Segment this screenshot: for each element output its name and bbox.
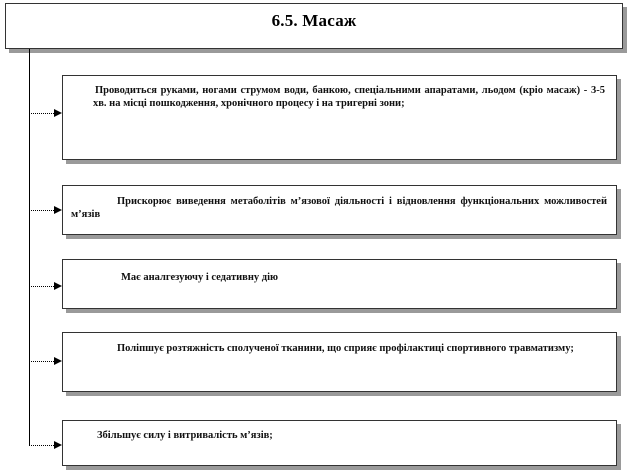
item-text-2: Прискорює виведення метаболітів м’язової діяльності і відновлення функціональних можливостей м’язів bbox=[71, 196, 607, 220]
arrow-icon bbox=[54, 282, 62, 290]
connector-line-2 bbox=[29, 210, 54, 211]
arrow-icon bbox=[54, 357, 62, 365]
item-box-5 bbox=[62, 420, 617, 466]
arrow-icon bbox=[54, 109, 62, 117]
item-box-4 bbox=[62, 332, 617, 392]
connector-line-4 bbox=[29, 361, 54, 362]
connector-trunk-line bbox=[29, 49, 30, 445]
arrow-icon bbox=[54, 206, 62, 214]
connector-line-5 bbox=[29, 445, 54, 446]
item-box-2 bbox=[62, 185, 617, 235]
arrow-icon bbox=[54, 441, 62, 449]
item-text-3: Має аналгезуючу і седативну дію bbox=[121, 272, 279, 283]
item-text-5: Збільшує силу і витривалість м’язів; bbox=[97, 430, 273, 441]
item-box-3 bbox=[62, 259, 617, 309]
connector-line-3 bbox=[29, 286, 54, 287]
item-text-1: Проводиться руками, ногами струмом води, банкою, спеціальними апаратами, льодом (кріо масаж) - 3-5 хв. на місці пошкодження, хронічного процесу і на тригерні зони; bbox=[93, 85, 605, 109]
connector-line-1 bbox=[29, 113, 54, 114]
item-text-4: Поліпшує розтяжність сполученої тканини, що сприяє профілактиці спортивного травматизму; bbox=[117, 343, 574, 354]
diagram-title: 6.5. Масаж bbox=[271, 11, 357, 30]
title-box bbox=[5, 3, 623, 49]
item-box-1 bbox=[62, 75, 617, 160]
